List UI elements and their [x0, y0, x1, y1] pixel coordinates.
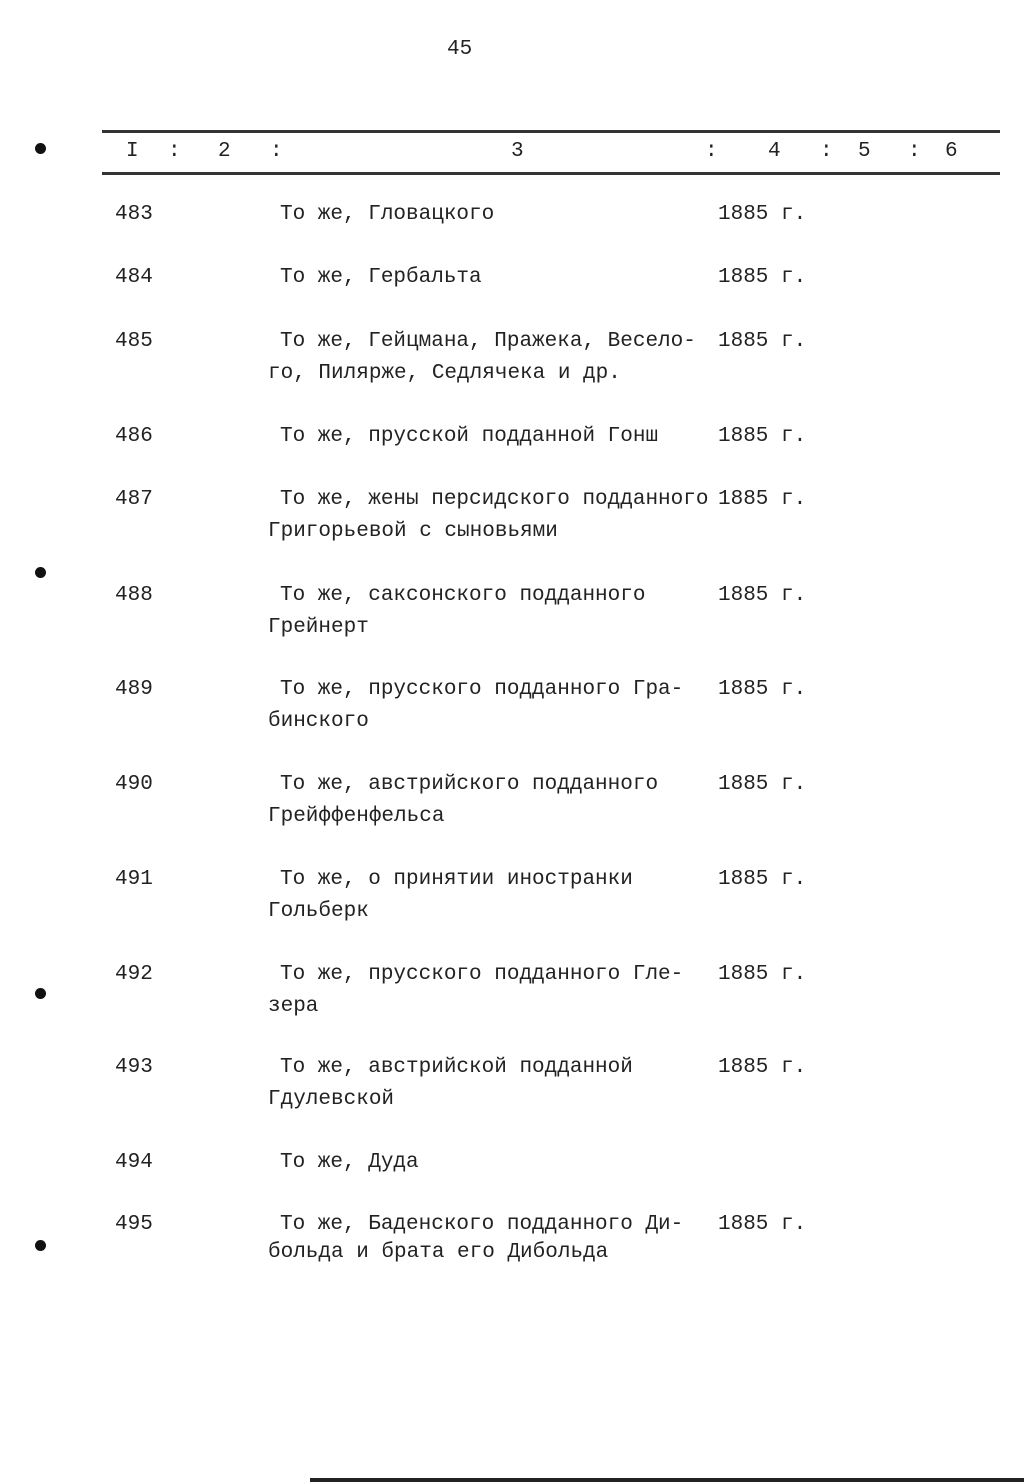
item-year: 1885 г. [718, 868, 807, 891]
header-sep: : [705, 140, 718, 163]
item-description: То же, прусского подданного Гле- [280, 963, 684, 986]
header-sep: : [820, 140, 833, 163]
header-col-1: I [126, 140, 139, 163]
header-sep: : [168, 140, 181, 163]
item-year: 1885 г. [718, 963, 807, 986]
item-year: 1885 г. [718, 1056, 807, 1079]
punch-hole [35, 143, 46, 154]
item-year: 1885 г. [718, 773, 807, 796]
header-bottom-rule [102, 172, 1000, 175]
header-sep: : [270, 140, 283, 163]
item-description-continued: Грейнерт [268, 616, 369, 639]
item-year: 1885 г. [718, 425, 807, 448]
item-year: 1885 г. [718, 266, 807, 289]
item-description: То же, Гербальта [280, 266, 482, 289]
item-number: 494 [115, 1151, 153, 1174]
header-top-rule [102, 130, 1000, 133]
item-number: 490 [115, 773, 153, 796]
item-description-continued: Гдулевской [268, 1088, 395, 1111]
item-description: То же, о принятии иностранки [280, 868, 633, 891]
item-number: 485 [115, 330, 153, 353]
header-col-4: 4 [768, 140, 781, 163]
header-col-3: 3 [511, 140, 524, 163]
item-description-continued: Грейффенфельса [268, 805, 445, 828]
item-description: То же, Гейцмана, Пражека, Весело- [280, 330, 696, 353]
item-number: 487 [115, 488, 153, 511]
punch-hole [35, 988, 46, 999]
item-description-continued: зера [268, 995, 319, 1018]
item-year: 1885 г. [718, 203, 807, 226]
item-description-continued: Григорьевой с сыновьями [268, 520, 558, 543]
item-description: То же, австрийского подданного [280, 773, 659, 796]
item-description-continued: больда и брата его Дибольда [268, 1241, 609, 1264]
item-description: То же, австрийской подданной [280, 1056, 633, 1079]
item-year: 1885 г. [718, 678, 807, 701]
item-number: 495 [115, 1213, 153, 1236]
punch-hole [35, 1240, 46, 1251]
header-col-5: 5 [858, 140, 871, 163]
item-number: 484 [115, 266, 153, 289]
item-year: 1885 г. [718, 488, 807, 511]
item-year: 1885 г. [718, 584, 807, 607]
punch-hole [35, 567, 46, 578]
item-description-continued: Гольберк [268, 900, 369, 923]
item-number: 488 [115, 584, 153, 607]
item-number: 491 [115, 868, 153, 891]
item-description: То же, прусского подданного Гра- [280, 678, 684, 701]
item-year: 1885 г. [718, 330, 807, 353]
item-number: 483 [115, 203, 153, 226]
item-description: То же, саксонского подданного [280, 584, 646, 607]
item-number: 493 [115, 1056, 153, 1079]
item-year: 1885 г. [718, 1213, 807, 1236]
item-description: То же, Гловацкого [280, 203, 495, 226]
header-col-2: 2 [218, 140, 231, 163]
item-description-continued: го, Пилярже, Седлячека и др. [268, 362, 621, 385]
item-description: То же, прусской подданной Гонш [280, 425, 659, 448]
item-description-continued: бинского [268, 710, 369, 733]
item-description: То же, Баденского подданного Ди- [280, 1213, 684, 1236]
header-sep: : [908, 140, 921, 163]
item-description: То же, жены персидского подданного [280, 488, 709, 511]
item-description: То же, Дуда [280, 1151, 419, 1174]
item-number: 492 [115, 963, 153, 986]
item-number: 489 [115, 678, 153, 701]
header-col-6: 6 [945, 140, 958, 163]
bottom-rule [310, 1478, 1024, 1482]
page-number: 45 [447, 38, 473, 61]
item-number: 486 [115, 425, 153, 448]
